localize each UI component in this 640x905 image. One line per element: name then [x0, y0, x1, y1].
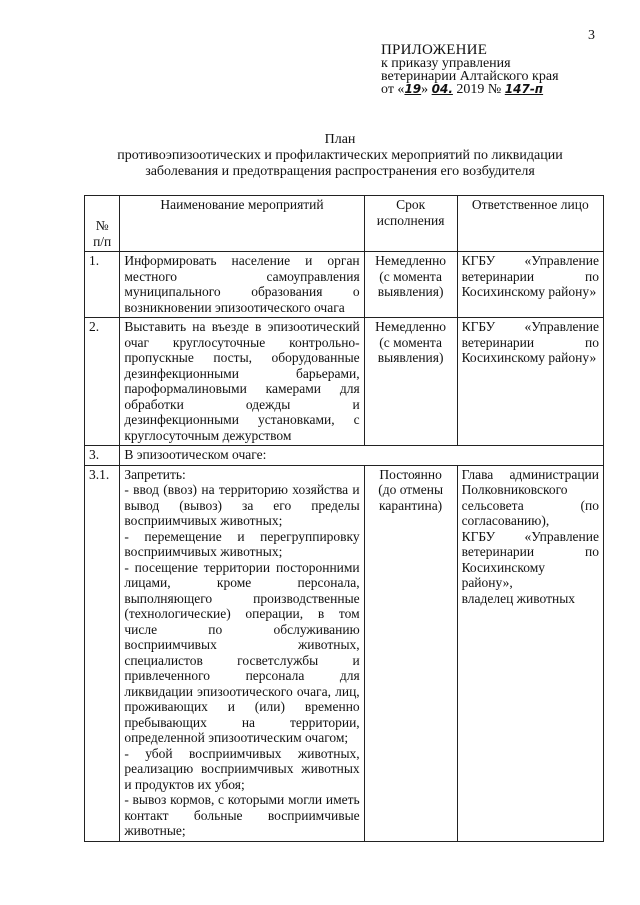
resp-item: КГБУ «Управление ветеринарии по Косихинскому району», [461, 528, 599, 590]
annex-block [381, 44, 559, 96]
handwritten-number: 147-п [504, 82, 544, 96]
resp-item: Глава администрации Полковниковского сельсовета (по согласованию), [461, 466, 599, 528]
plan-heading [60, 132, 620, 180]
row-name [120, 465, 364, 841]
row-resp: КГБУ «Управление ветеринарии по Косихинскому району» [457, 318, 603, 446]
list-item: - вывоз кормов, с которыми могли иметь контакт больные восприимчивые животные; [124, 792, 360, 838]
plan-title: План [324, 132, 356, 147]
section-row [85, 446, 604, 466]
annex-date-line [381, 83, 559, 96]
header-num: № п/п [85, 196, 120, 252]
date-year: 2019 № [452, 82, 502, 97]
section-title: В эпизоотическом очаге: [120, 446, 604, 466]
plan-subtitle-1: противоэпизоотических и профилактических мероприятий по ликвидации [117, 148, 563, 163]
header-term: Срок исполнения [364, 196, 457, 252]
section-num: 3. [85, 446, 120, 466]
plan-subtitle-2: заболевания и предотвращения распространения его возбудителя [145, 164, 535, 179]
row-resp: КГБУ «Управление ветеринарии по Косихинскому району» [457, 252, 603, 318]
table-row [85, 252, 604, 318]
table-header-row [85, 196, 604, 252]
row-term: Постоянно (до отмены карантина) [364, 465, 457, 841]
resp-item: владелец животных [461, 590, 576, 606]
handwritten-month: 04. [431, 82, 453, 96]
list-item: - ввод (ввоз) на территорию хозяйства и вывод (вывоз) за его пределы восприимчивых животных; [124, 482, 360, 528]
header-resp: Ответственное лицо [457, 196, 603, 252]
list-item: - посещение территории посторонними лицами, кроме персонала, выполняющего производственные (технологические) операции, в том числе по обслуживанию восприимчивых животных, специалистов госветслужбы и привлеченного персонала для ликвидации эпизоотического очага, лиц, проживающих и (или) временно пребывающих на территории, определенной эпизоотическим очагом; [124, 559, 360, 745]
row-num: 1. [85, 252, 120, 318]
row-term: Немедленно (с момента выявления) [364, 318, 457, 446]
measures-table [84, 195, 604, 842]
page-number: 3 [588, 28, 595, 43]
header-name: Наименование мероприятий [120, 196, 364, 252]
table-row [85, 465, 604, 841]
annex-line-2: ветеринарии Алтайского края [381, 69, 559, 84]
row-term: Немедленно (с момента выявления) [364, 252, 457, 318]
date-prefix: от « [381, 82, 405, 97]
list-item: Запретить: [124, 466, 186, 482]
date-mid: » [421, 82, 432, 97]
list-item: - убой восприимчивых животных, реализацию восприимчивых животных и продуктов их убоя; [124, 745, 360, 792]
handwritten-day: 19 [404, 82, 422, 96]
row-resp [457, 465, 603, 841]
list-item: - перемещение и перегруппировку восприимчивых животных; [124, 528, 360, 559]
row-name: Информировать население и орган местного самоуправления муниципального образования о возникновении эпизоотического очага [120, 252, 364, 318]
table-row [85, 318, 604, 446]
annex-line-1: к приказу управления [381, 56, 511, 71]
annex-title: ПРИЛОЖЕНИЕ [381, 42, 488, 58]
row-name: Выставить на въезде в эпизоотический очаг круглосуточные контрольно-пропускные посты, оборудованные дезинфекционными барьерами, пароформалиновыми камерами для обработки одежды и дезинфекционными установками, с круглосуточным дежурством [120, 318, 364, 446]
row-num: 2. [85, 318, 120, 446]
row-num: 3.1. [85, 465, 120, 841]
